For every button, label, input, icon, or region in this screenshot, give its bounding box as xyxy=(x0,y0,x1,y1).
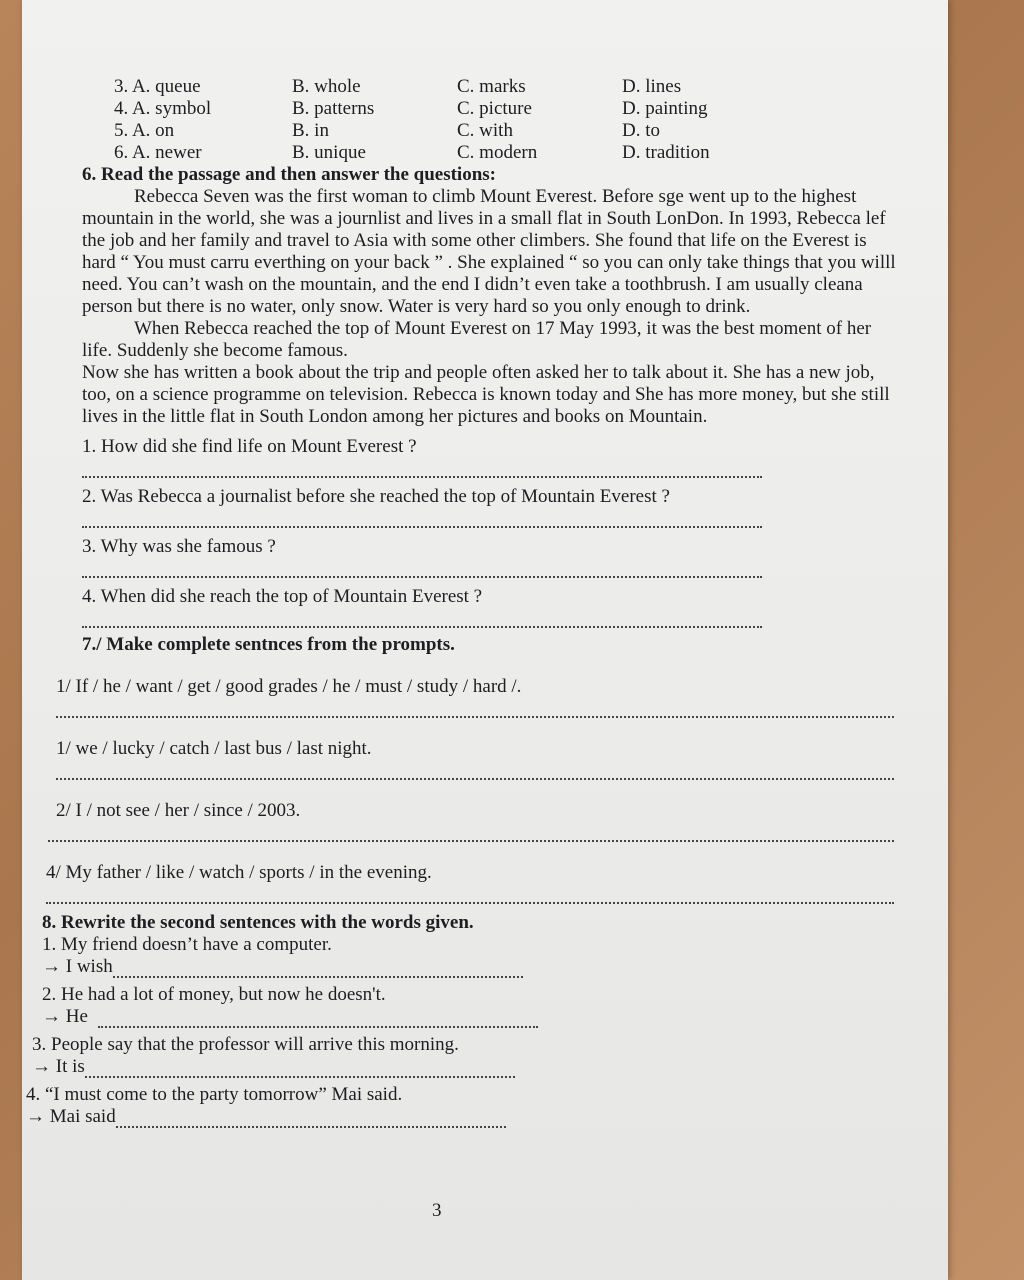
page-number: 3 xyxy=(432,1200,442,1221)
rewrite-sentence: 4. “I must come to the party tomorrow” Mai said. xyxy=(26,1084,403,1105)
rewrite-answer xyxy=(26,1106,902,1128)
mcq-option: B. patterns xyxy=(292,98,375,119)
multiple-choice-block xyxy=(114,76,902,164)
question: 2. Was Rebecca a journalist before she reached the top of Mountain Everest ? xyxy=(82,486,670,507)
answer-line[interactable] xyxy=(116,1110,506,1128)
rewrite-sentence: 3. People say that the professor will arrive this morning. xyxy=(32,1034,459,1055)
rewrite-start: → He xyxy=(42,1006,88,1027)
mcq-option: B. whole xyxy=(292,76,361,97)
mcq-option: C. modern xyxy=(457,142,538,163)
question: 3. Why was she famous ? xyxy=(82,536,276,557)
section7-heading: 7./ Make complete sentnces from the prompts. xyxy=(82,634,455,655)
answer-line[interactable] xyxy=(56,698,894,718)
answer-line[interactable] xyxy=(48,822,894,842)
mcq-option: C. with xyxy=(457,120,513,141)
mcq-option: D. painting xyxy=(622,98,708,119)
question: 1. How did she find life on Mount Everest ? xyxy=(82,436,417,457)
worksheet-page xyxy=(22,0,948,1280)
rewrite-start: → I wish xyxy=(42,956,113,977)
rewrite-sentence: 1. My friend doesn’t have a computer. xyxy=(42,934,332,955)
answer-line[interactable] xyxy=(113,960,523,978)
rewrite-start: → Mai said xyxy=(26,1106,116,1127)
question: 4. When did she reach the top of Mountain Everest ? xyxy=(82,586,483,607)
answer-line[interactable] xyxy=(82,608,762,628)
worksheet-content xyxy=(26,76,902,1128)
passage-paragraph: When Rebecca reached the top of Mount Everest on 17 May 1993, it was the best moment of her life. Suddenly she become famous. xyxy=(82,318,872,361)
answer-line[interactable] xyxy=(46,884,894,904)
mcq-option: 6. A. newer xyxy=(114,142,202,163)
prompt: 1/ If / he / want / get / good grades / he / must / study / hard /. xyxy=(56,676,522,697)
mcq-option: 5. A. on xyxy=(114,120,175,141)
mcq-option: C. picture xyxy=(457,98,532,119)
rewrite-answer xyxy=(42,956,902,978)
prompt: 2/ I / not see / her / since / 2003. xyxy=(56,800,301,821)
answer-line[interactable] xyxy=(82,508,762,528)
reading-passage xyxy=(82,186,902,428)
rewrite-sentence: 2. He had a lot of money, but now he doesn't. xyxy=(42,984,386,1005)
mcq-option: D. lines xyxy=(622,76,682,97)
rewrite-answer xyxy=(32,1056,902,1078)
answer-line[interactable] xyxy=(82,558,762,578)
answer-line[interactable] xyxy=(82,458,762,478)
prompt: 4/ My father / like / watch / sports / in the evening. xyxy=(46,862,432,883)
rewrite-answer xyxy=(42,1006,902,1028)
answer-line[interactable] xyxy=(56,760,894,780)
answer-line[interactable] xyxy=(98,1010,538,1028)
answer-line[interactable] xyxy=(85,1060,515,1078)
mcq-option: 4. A. symbol xyxy=(114,98,212,119)
mcq-option: D. to xyxy=(622,120,660,141)
mcq-option: C. marks xyxy=(457,76,526,97)
section8-heading: 8. Rewrite the second sentences with the words given. xyxy=(42,912,474,933)
passage-paragraph: Now she has written a book about the trip and people often asked her to talk about it. She has a new job, too, on a science programme on television. Rebecca is known today and She has more money, but she still lives in the little flat in South London among her pictures and books on Mountain. xyxy=(82,362,890,427)
rewrite-start: → It is xyxy=(32,1056,85,1077)
mcq-option: 3. A. queue xyxy=(114,76,201,97)
passage-paragraph: Rebecca Seven was the first woman to climb Mount Everest. Before sge went up to the highest mountain in the world, she was a journlist and lives in a small flat in South LonDon. In 1993, Rebecca lef the job and her family and travel to Asia with some other climbers. She found that life on the Everest is hard “ You must carru everthing on your back ” . She explained “ so you can only take things that you willl need. You can’t wash on the mountain, and the end I didn’t even take a toothbrush. I am usually cleana person but there is no water, only snow. Water is very hard so you only enough to drink. xyxy=(82,186,896,317)
mcq-option: B. in xyxy=(292,120,329,141)
mcq-option: D. tradition xyxy=(622,142,710,163)
section6-heading: 6. Read the passage and then answer the questions: xyxy=(82,164,497,185)
mcq-option: B. unique xyxy=(292,142,366,163)
prompt: 1/ we / lucky / catch / last bus / last night. xyxy=(56,738,372,759)
